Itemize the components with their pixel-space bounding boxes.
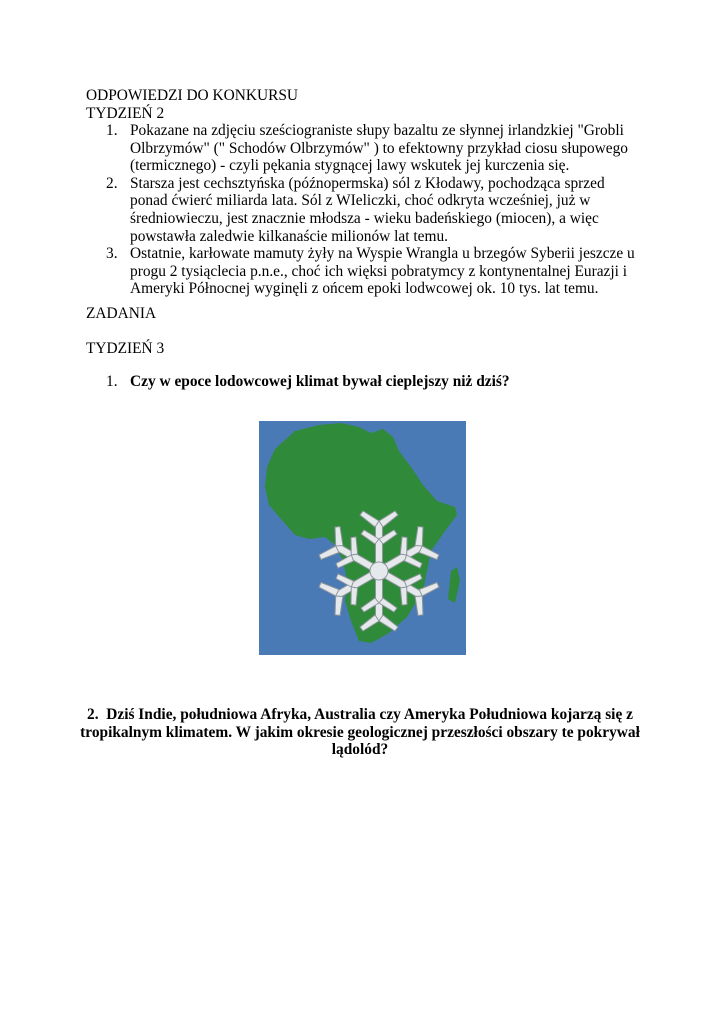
tasks-heading-block xyxy=(86,305,646,323)
header xyxy=(86,87,646,122)
answer-item-1 xyxy=(86,122,646,175)
answer-text: Starsza jest cechsztyńska (późnopermska) sól z Kłodawy, pochodząca sprzed ponad ćwierć miliarda lata. Sól z WIeliczki, choć odkryta wcześniej, już w średniowieczu, jest znacznie młodsza - wieku badeńskiego (miocen), a więc powstawła zaledwie kilkanaście milionów lat temu. xyxy=(130,174,605,245)
questions-list xyxy=(86,373,646,391)
question-item-1 xyxy=(86,373,646,391)
answer-text: Ostatnie, karłowate mamuty żyły na Wyspie Wrangla u brzegów Syberii jeszcze u progu 2 tysiąclecia p.n.e., choć ich więksi pobratymcy z kontynentalnej Eurazji i Ameryki Północnej wyginęli z ońcem epoki lodwcowej ok. 10 tys. lat temu. xyxy=(130,245,635,298)
answer-text: Pokazane na zdjęciu sześciograniste słupy bazaltu ze słynnej irlandzkiej "Grobli Olbrzymów" (" Schodów Olbrzymów" ) to efektowny przykład ciosu słupowego (termicznego) - czyli pękania stygnącej lawy wskutek jej kurczenia się. xyxy=(130,122,629,175)
week-3-heading: TYDZIEŃ 3 xyxy=(86,340,165,357)
answer-item-2 xyxy=(86,175,646,245)
question-number: 1. xyxy=(106,373,118,390)
question-1-block xyxy=(86,373,646,391)
answers-list xyxy=(86,122,646,298)
question-2-number: 2. xyxy=(87,706,99,723)
answer-item-3 xyxy=(86,245,646,298)
answers-section xyxy=(86,122,646,298)
week-2-heading: TYDZIEŃ 2 xyxy=(86,104,165,122)
africa-snowflake-image xyxy=(259,421,466,655)
week-3-heading-block xyxy=(86,340,646,358)
answer-number: 1. xyxy=(106,122,118,139)
question-2-text: Dziś Indie, południowa Afryka, Australia czy Ameryka Południowa kojarzą się z tropikalnym klimatem. W jakim okresie geologicznej przeszłości obszary te pokrywał lądolód? xyxy=(80,706,640,759)
question-2 xyxy=(80,706,640,759)
answer-number: 3. xyxy=(106,245,118,263)
document-title: ODPOWIEDZI DO KONKURSU xyxy=(86,87,299,104)
question-text: Czy w epoce lodowcowej klimat bywał cieplejszy niż dziś? xyxy=(130,373,510,390)
tasks-heading: ZADANIA xyxy=(86,305,157,322)
answer-number: 2. xyxy=(106,174,118,192)
